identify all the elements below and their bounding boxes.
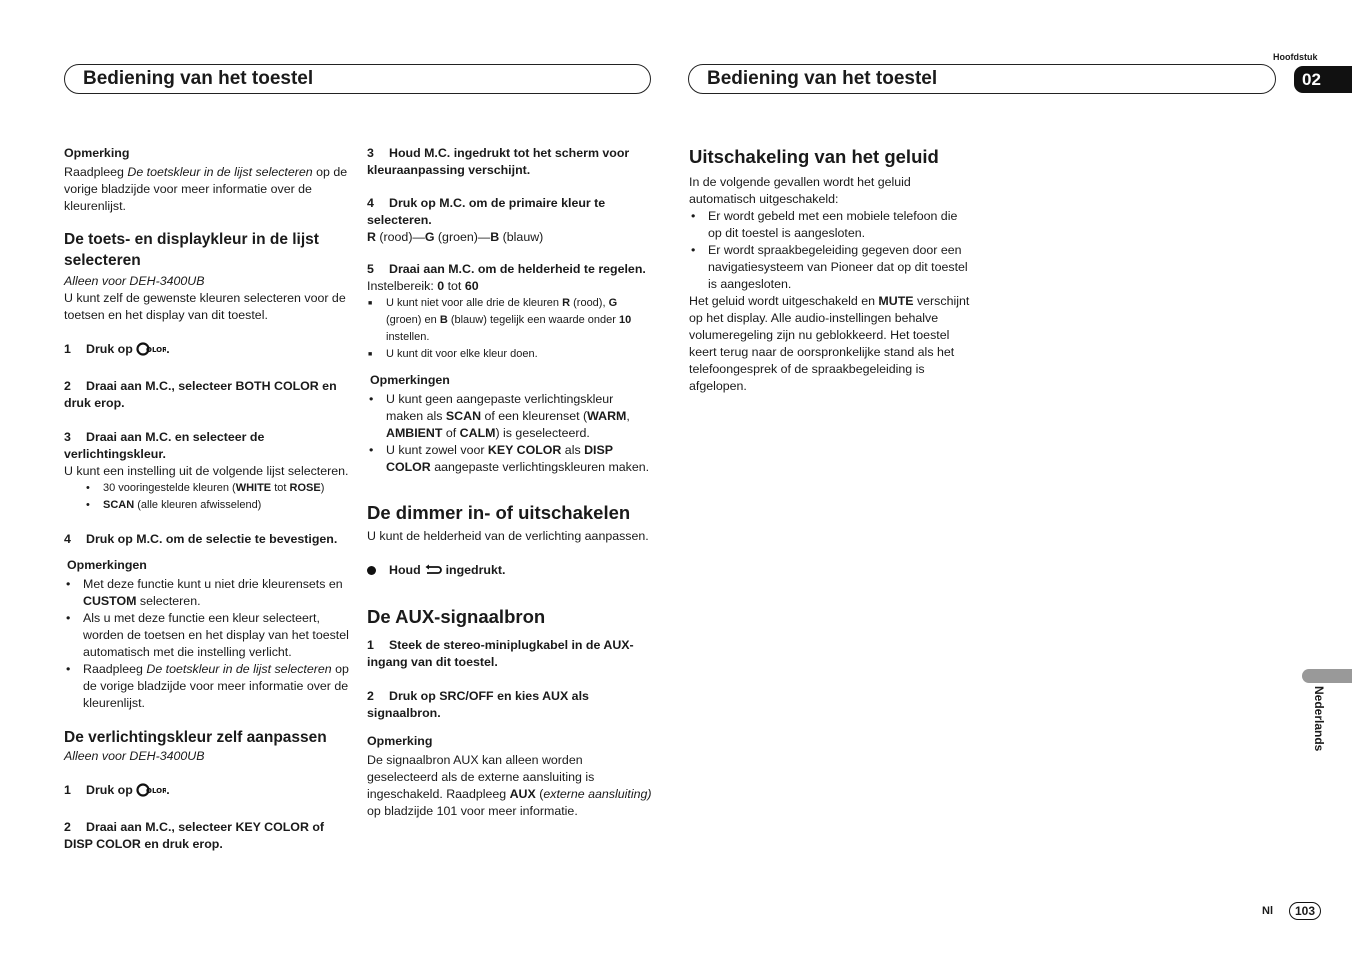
notes-label: Opmerkingen	[67, 558, 147, 572]
conditions-list	[689, 208, 974, 293]
step-text: Draai aan M.C. en selecteer de verlichtingskleur.	[64, 430, 265, 461]
language-tab	[1302, 669, 1352, 683]
list-item: • Er wordt spraakbegeleiding gegeven door een navigatiesysteem van Pioneer dat op dit toestel is aangesloten.	[689, 242, 974, 293]
step-number: 2	[64, 820, 71, 834]
svg-text:OLOR: OLOR	[146, 787, 167, 795]
text: Raadpleeg	[64, 165, 128, 179]
step-number: 5	[367, 262, 374, 276]
setting-range: Instelbereik: 0 tot 60	[367, 279, 479, 293]
note-label: Opmerking	[367, 734, 433, 748]
list-item: • Als u met deze functie een kleur selecteert, worden de toetsen en het display van het toestel automatisch met die instelling verlicht.	[64, 610, 349, 661]
step-number: 1	[64, 783, 71, 797]
section-title: De verlichtingskleur zelf aanpassen	[64, 729, 327, 746]
section-title: Uitschakeling van het geluid	[689, 146, 939, 167]
section-header-right	[688, 64, 1276, 94]
bullet-dot-icon	[367, 566, 376, 575]
step	[367, 562, 652, 581]
text: op de vorige bladzijde voor meer informatie over de kleurenlijst.	[64, 165, 348, 213]
section-header-left	[64, 64, 651, 94]
step-text: Druk op M.C. om de selectie te bevestigen.	[86, 532, 338, 546]
step	[64, 378, 349, 412]
list-item: • SCAN (alle kleuren afwisselend)	[64, 497, 349, 514]
note-text	[64, 164, 349, 215]
step	[367, 145, 652, 179]
color-button-icon	[136, 342, 166, 361]
notes-list	[64, 576, 349, 712]
list-item: • Raadpleeg De toetskleur in de lijst selecteren op de vorige bladzijde voor meer informatie over de kleurenlijst.	[64, 661, 349, 712]
step-text: Draai aan M.C., selecteer KEY COLOR of DISP COLOR en druk erop.	[64, 820, 325, 851]
back-arrow-icon	[424, 564, 442, 581]
language-code: Nl	[1262, 905, 1273, 917]
step-text: Draai aan M.C. om de helderheid te regelen.	[389, 262, 646, 276]
step-text: ingedrukt.	[445, 563, 506, 577]
list-item: • Met deze functie kunt u niet drie kleurensets en CUSTOM selecteren.	[64, 576, 349, 610]
chapter-number-text: 02	[1302, 70, 1321, 89]
step	[367, 261, 652, 278]
step-number: 4	[64, 532, 71, 546]
color-button-icon	[136, 783, 166, 802]
constraint-list	[367, 295, 652, 363]
chapter-number	[1294, 66, 1352, 93]
step	[367, 195, 652, 229]
list-item: ■ U kunt niet voor alle drie de kleuren R (rood), G (groen) en B (blauw) tegelijk een waarde onder 10 instellen.	[367, 295, 652, 346]
page-number: 103	[1289, 902, 1321, 920]
list-item: • 30 vooringestelde kleuren (WHITE tot ROSE)	[64, 480, 349, 497]
step-number: 1	[64, 342, 71, 356]
list-item: ■ U kunt dit voor elke kleur doen.	[367, 346, 652, 363]
language-label: Nederlands	[1312, 686, 1326, 752]
cross-reference: De toetskleur in de lijst selecteren	[127, 165, 313, 179]
section-intro: U kunt zelf de gewenste kleuren selecteren voor de toetsen en het display van dit toestel.	[64, 291, 346, 322]
step	[64, 531, 349, 548]
chapter-label: Hoofdstuk	[1273, 52, 1318, 62]
step	[64, 429, 349, 463]
option-list	[64, 480, 349, 514]
step-text: Houd	[389, 563, 421, 577]
step-text: Druk op M.C. om de primaire kleur te selecteren.	[367, 196, 606, 227]
step-number: 3	[64, 430, 71, 444]
step-text: Houd M.C. ingedrukt tot het scherm voor kleuraanpassing verschijnt.	[367, 146, 630, 177]
model-note: Alleen voor DEH-3400UB	[64, 274, 205, 288]
header-title: Bediening van het toestel	[83, 68, 314, 89]
column-1	[64, 145, 349, 853]
column-2	[367, 145, 652, 820]
step-number: 2	[367, 689, 374, 703]
section-title: De AUX-signaalbron	[367, 606, 546, 627]
step-text: Steek de stereo-miniplugkabel in de AUX-ingang van dit toestel.	[367, 638, 634, 669]
step-number: 4	[367, 196, 374, 210]
step	[64, 819, 349, 853]
step-number: 3	[367, 146, 374, 160]
step-text: Druk op	[86, 342, 133, 356]
step-text: Druk op SRC/OFF en kies AUX als signaalbron.	[367, 689, 589, 720]
list-item: • U kunt geen aangepaste verlichtingskleur maken als SCAN of een kleurenset (WARM, AMBIENT of CALM) is geselecteerd.	[367, 391, 652, 442]
body-text: Het geluid wordt uitgeschakeld en MUTE verschijnt op het display. Alle audio-instellingen behalve volumeregeling zijn nu geblokkeerd. Het toestel keert terug naar de oorspronkelijke stand als het telefoongesprek of de spraakbegeleiding is afgelopen.	[689, 294, 970, 393]
step	[367, 688, 652, 722]
step-body: U kunt een instelling uit de volgende lijst selecteren.	[64, 464, 349, 478]
model-note: Alleen voor DEH-3400UB	[64, 749, 205, 763]
step: 1 Druk op OLOR .	[64, 341, 349, 361]
note-text: De signaalbron AUX kan alleen worden geselecteerd als de externe aansluiting is ingeschakeld. Raadpleeg AUX (externe aansluiting) op bladzijde 101 voor meer informatie.	[367, 753, 652, 818]
step-text: Draai aan M.C., selecteer BOTH COLOR en druk erop.	[64, 379, 337, 410]
notes-list	[367, 391, 652, 476]
column-3	[689, 145, 974, 395]
svg-text:OLOR: OLOR	[146, 346, 167, 354]
note-label: Opmerking	[64, 146, 130, 160]
list-item: • Er wordt gebeld met een mobiele telefoon die op dit toestel is aangesloten.	[689, 208, 974, 242]
section-title: De toets- en displaykleur in de lijst selecteren	[64, 231, 319, 269]
step-number: 2	[64, 379, 71, 393]
list-item: • U kunt zowel voor KEY COLOR als DISP COLOR aangepaste verlichtingskleuren maken.	[367, 442, 652, 476]
step: 1 Druk op OLOR .	[64, 782, 349, 802]
section-title: De dimmer in- of uitschakelen	[367, 502, 631, 523]
step	[367, 637, 652, 671]
section-intro: U kunt de helderheid van de verlichting aanpassen.	[367, 529, 649, 543]
step-text: Druk op	[86, 783, 133, 797]
color-sequence: R (rood)—G (groen)—B (blauw)	[367, 230, 544, 244]
header-title: Bediening van het toestel	[707, 68, 938, 89]
section-intro: In de volgende gevallen wordt het geluid automatisch uitgeschakeld:	[689, 175, 911, 206]
notes-label: Opmerkingen	[370, 373, 450, 387]
step-number: 1	[367, 638, 374, 652]
